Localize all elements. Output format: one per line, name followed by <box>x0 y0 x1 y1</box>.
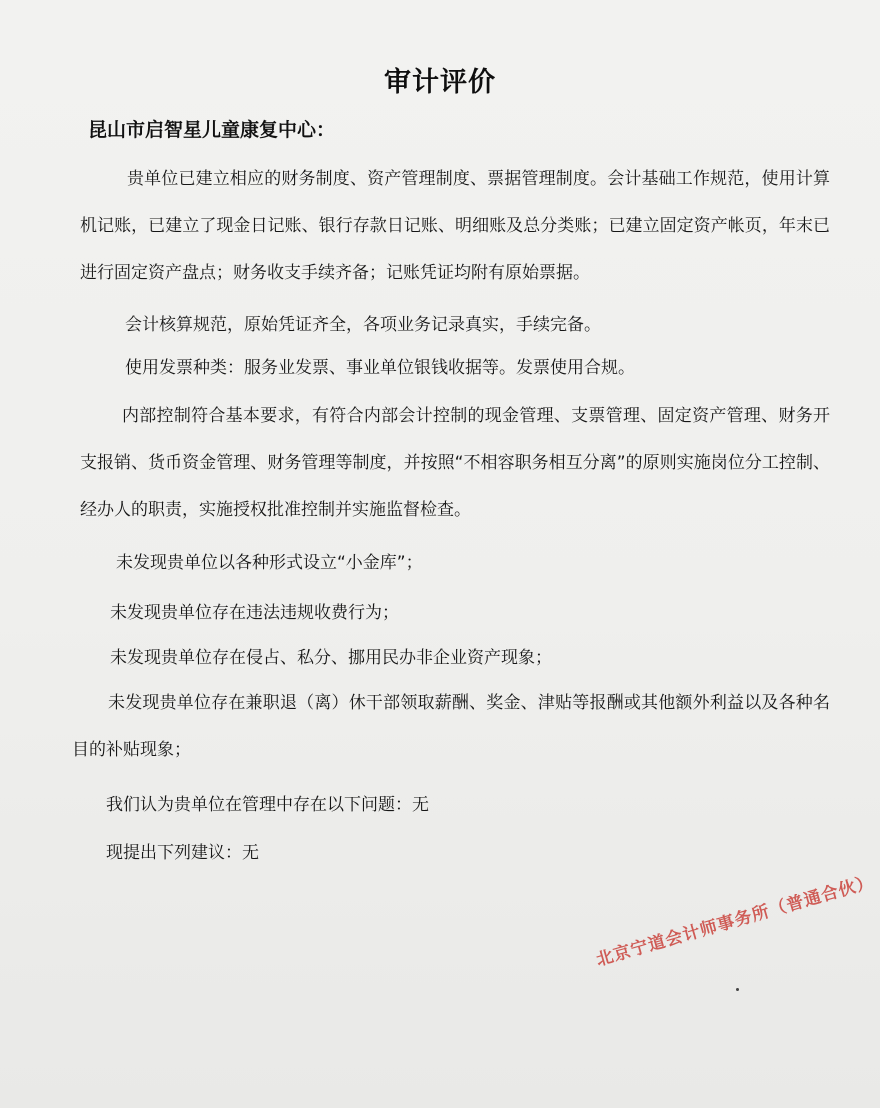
paragraph-finding-slush-fund: 未发现贵单位以各种形式设立“小金库”； <box>116 553 423 573</box>
paragraph-invoices: 使用发票种类：服务业发票、事业单位银钱收据等。发票使用合规。 <box>125 358 635 378</box>
paragraph-problems: 我们认为贵单位在管理中存在以下问题：无 <box>106 795 429 815</box>
paragraph-finding-assets: 未发现贵单位存在侵占、私分、挪用民办非企业资产现象； <box>110 648 552 668</box>
paragraph-finding-fees: 未发现贵单位存在违法违规收费行为； <box>110 603 399 623</box>
paragraph-internal-control: 内部控制符合基本要求，有符合内部会计控制的现金管理、支票管理、固定资产管理、财务开支报销、货币资金管理、财务管理等制度，并按照“不相容职务相互分离”的原则实施岗位分工控制、经办人的职责，实施授权批准控制并实施监督检查。 <box>80 406 830 520</box>
addressee: 昆山市启智星儿童康复中心： <box>88 119 336 141</box>
firm-stamp: 北京宁道会计师事务所（普通合伙） <box>593 871 877 971</box>
paragraph-finding-compensation: 未发现贵单位存在兼职退（离）休干部领取薪酬、奖金、津贴等报酬或其他额外利益以及各种名目的补贴现象； <box>72 693 830 760</box>
paragraph-suggestions: 现提出下列建议：无 <box>106 843 259 863</box>
paragraph-financial-systems: 贵单位已建立相应的财务制度、资产管理制度、票据管理制度。会计基础工作规范，使用计算机记账，已建立了现金日记账、银行存款日记账、明细账及总分类账；已建立固定资产帐页，年末已进行固定资产盘点；财务收支手续齐备；记账凭证均附有原始票据。 <box>80 169 830 283</box>
document-title: 审计评价 <box>384 67 496 98</box>
ink-dot <box>736 988 739 991</box>
paragraph-accounting: 会计核算规范，原始凭证齐全，各项业务记录真实，手续完备。 <box>125 315 601 335</box>
